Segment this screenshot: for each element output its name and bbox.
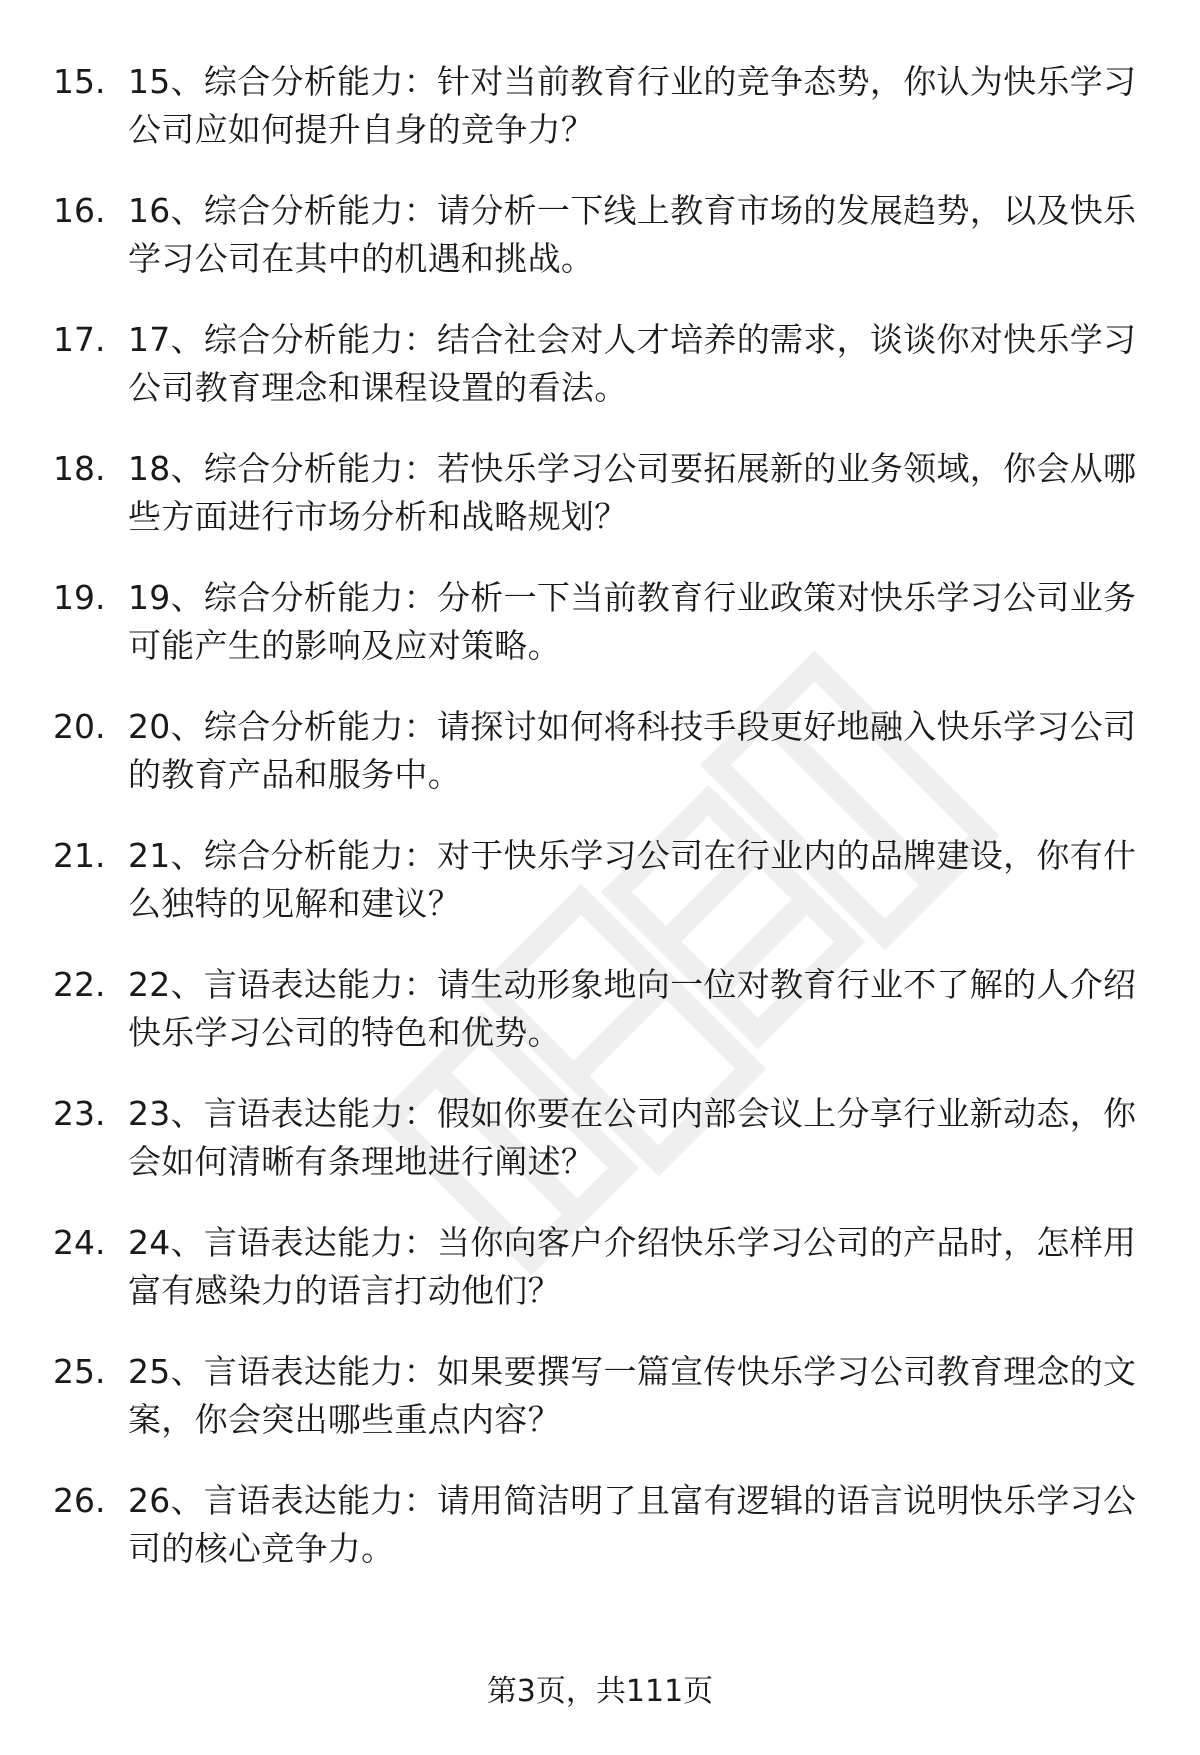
question-text: 23、言语表达能力：假如你要在公司内部会议上分享行业新动态，你会如何清晰有条理地进行阐述？ (128, 1094, 1137, 1181)
question-text: 19、综合分析能力：分析一下当前教育行业政策对快乐学习公司业务可能产生的影响及应对策略。 (128, 578, 1137, 665)
question-text: 25、言语表达能力：如果要撰写一篇宣传快乐学习公司教育理念的文案，你会突出哪些重点内容？ (128, 1352, 1137, 1439)
question-text: 24、言语表达能力：当你向客户介绍快乐学习公司的产品时，怎样用富有感染力的语言打动他们？ (128, 1223, 1137, 1310)
question-text: 16、综合分析能力：请分析一下线上教育市场的发展趋势，以及快乐学习公司在其中的机遇和挑战。 (128, 191, 1137, 278)
list-item (0, 1219, 1200, 1348)
question-text: 20、综合分析能力：请探讨如何将科技手段更好地融入快乐学习公司的教育产品和服务中。 (128, 707, 1137, 794)
question-number: 15. (53, 62, 106, 101)
list-item (0, 1477, 1200, 1606)
question-number: 18. (53, 449, 106, 488)
question-number: 23. (53, 1094, 106, 1133)
list-item (0, 574, 1200, 703)
question-number: 25. (53, 1352, 106, 1391)
page-footer (0, 1672, 1200, 1712)
question-number: 20. (53, 707, 106, 746)
question-number: 21. (53, 836, 106, 875)
list-item (0, 1090, 1200, 1219)
question-number: 17. (53, 320, 106, 359)
list-item (0, 445, 1200, 574)
question-text: 26、言语表达能力：请用简洁明了且富有逻辑的语言说明快乐学习公司的核心竞争力。 (128, 1481, 1137, 1568)
question-number: 26. (53, 1481, 106, 1520)
question-text: 18、综合分析能力：若快乐学习公司要拓展新的业务领域，你会从哪些方面进行市场分析和战略规划？ (128, 449, 1137, 536)
list-item (0, 1348, 1200, 1477)
list-item (0, 316, 1200, 445)
question-list (0, 58, 1200, 1606)
question-text: 21、综合分析能力：对于快乐学习公司在行业内的品牌建设，你有什么独特的见解和建议？ (128, 836, 1137, 923)
question-number: 24. (53, 1223, 106, 1262)
question-text: 22、言语表达能力：请生动形象地向一位对教育行业不了解的人介绍快乐学习公司的特色和优势。 (128, 965, 1137, 1052)
question-text: 17、综合分析能力：结合社会对人才培养的需求，谈谈你对快乐学习公司教育理念和课程设置的看法。 (128, 320, 1137, 407)
list-item (0, 703, 1200, 832)
question-number: 22. (53, 965, 106, 1004)
list-item (0, 58, 1200, 187)
question-number: 19. (53, 578, 106, 617)
list-item (0, 832, 1200, 961)
list-item (0, 187, 1200, 316)
page-number-label: 第3页，共111页 (486, 1674, 714, 1709)
question-number: 16. (53, 191, 106, 230)
question-text: 15、综合分析能力：针对当前教育行业的竞争态势，你认为快乐学习公司应如何提升自身的竞争力？ (128, 62, 1137, 149)
list-item (0, 961, 1200, 1090)
